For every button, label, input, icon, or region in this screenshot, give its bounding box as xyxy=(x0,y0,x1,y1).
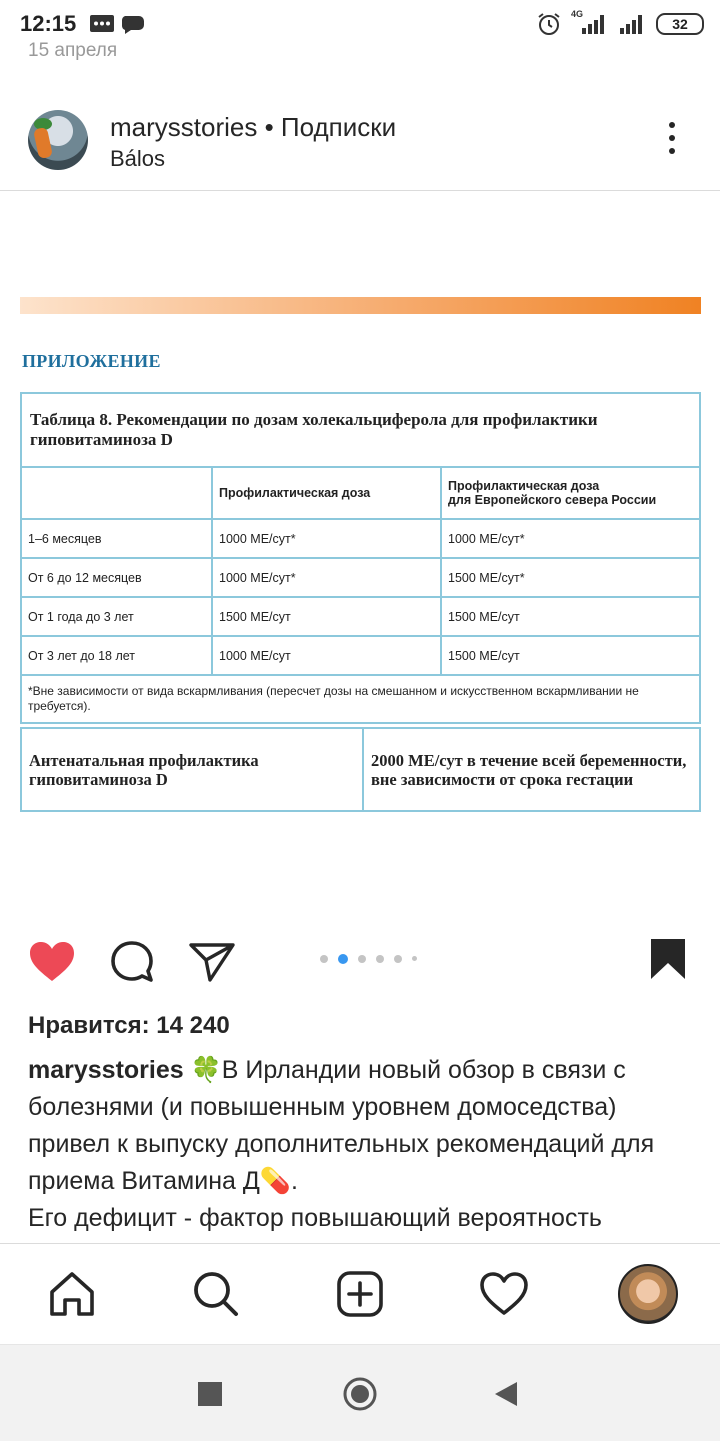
cell-signal-4g xyxy=(570,11,610,37)
author-line xyxy=(110,112,396,143)
notification-icons xyxy=(88,13,144,40)
table-row xyxy=(21,519,700,558)
nav-search-button[interactable] xyxy=(190,1268,242,1320)
comment-button[interactable] xyxy=(108,940,156,984)
nav-activity-button[interactable] xyxy=(478,1268,530,1320)
carousel-dot xyxy=(394,955,402,963)
table-cell: 1500 МЕ/сут xyxy=(212,597,441,636)
save-button[interactable] xyxy=(648,936,688,982)
recents-square-icon[interactable] xyxy=(198,1382,222,1406)
caption-text-line2: Его дефицит - фактор повышающий вероятность xyxy=(28,1204,602,1232)
message-icon xyxy=(88,13,144,35)
caption-username[interactable]: marysstories xyxy=(28,1056,184,1084)
carousel-dot xyxy=(358,955,366,963)
nav-new-post-button[interactable] xyxy=(334,1268,386,1320)
comment-bubble-icon xyxy=(108,940,156,984)
network-type: 4G xyxy=(571,9,584,19)
search-icon xyxy=(190,1268,242,1320)
author-username[interactable]: marysstories xyxy=(110,112,258,142)
table-cell: 1500 МЕ/сут xyxy=(441,636,700,675)
activity-heart-icon xyxy=(478,1268,530,1320)
table-cell: 1500 МЕ/сут xyxy=(441,597,700,636)
table-header-cell: Профилактическая доза для Европейского севера России xyxy=(441,467,700,519)
paper-plane-icon xyxy=(188,940,236,984)
table-cell: 1000 МЕ/сут* xyxy=(212,519,441,558)
table-row xyxy=(21,597,700,636)
share-button[interactable] xyxy=(188,940,236,984)
document-orange-bar xyxy=(20,297,701,314)
battery-indicator: 32 xyxy=(656,13,704,35)
caption-text: В Ирландии новый обзор в связи с болезнями (и повышенным уровнем домоседства) привел к выпуску дополнительных рекомендаций для приема Витамина Д xyxy=(28,1056,655,1195)
table-header-cell: Профилактическая доза xyxy=(212,467,441,519)
antenatal-table xyxy=(20,727,701,812)
bottom-navigation xyxy=(0,1243,720,1344)
table-cell: От 6 до 12 месяцев xyxy=(21,558,212,597)
home-icon xyxy=(46,1268,98,1320)
post-image[interactable] xyxy=(0,191,720,920)
table-cell: От 1 года до 3 лет xyxy=(21,597,212,636)
dosage-table xyxy=(20,392,701,724)
status-right-icons xyxy=(536,10,704,38)
post-location[interactable]: Bálos xyxy=(110,146,166,171)
post-caption xyxy=(28,1052,698,1237)
table-cell: 1500 МЕ/сут* xyxy=(441,558,700,597)
carousel-indicator xyxy=(320,950,427,962)
signal-bars-icon-2 xyxy=(618,11,648,37)
document-appendix-title: ПРИЛОЖЕНИЕ xyxy=(22,351,161,371)
alarm-icon xyxy=(536,11,562,37)
post-header xyxy=(0,94,720,190)
like-button[interactable] xyxy=(28,940,76,984)
caption-text-end: . xyxy=(290,1167,298,1195)
home-circle-icon[interactable] xyxy=(342,1376,378,1412)
table-cell: От 3 лет до 18 лет xyxy=(21,636,212,675)
table-row xyxy=(21,636,700,675)
clover-emoji: 🍀 xyxy=(190,1056,222,1084)
carousel-dot xyxy=(320,955,328,963)
table-header-row xyxy=(21,467,700,519)
more-options-button[interactable] xyxy=(658,122,686,162)
table-cell: 1–6 месяцев xyxy=(21,519,212,558)
nav-profile-avatar[interactable] xyxy=(618,1264,678,1324)
table-cell: 1000 МЕ/сут xyxy=(212,636,441,675)
author-avatar[interactable] xyxy=(28,110,88,170)
following-label: • Подписки xyxy=(264,112,397,142)
carousel-dot xyxy=(376,955,384,963)
table-footnote: *Вне зависимости от вида вскармливания (пересчет дозы на смешанном и искусственном вскармливании не требуется). xyxy=(21,675,700,723)
more-dots-icon xyxy=(669,122,675,128)
antenatal-value: 2000 МЕ/сут в течение всей беременности, вне зависимости от срока гестации xyxy=(363,728,700,811)
table-row xyxy=(21,558,700,597)
carousel-dot-active xyxy=(338,954,348,964)
table-cell: 1000 МЕ/сут* xyxy=(212,558,441,597)
table-header-cell xyxy=(21,467,212,519)
nav-home-button[interactable] xyxy=(46,1268,98,1320)
previous-post-date: 15 апреля xyxy=(28,40,118,61)
status-time: 12:15 xyxy=(20,11,77,36)
system-navigation-bar xyxy=(0,1344,720,1441)
antenatal-label: Антенатальная профилактика гиповитаминоза D xyxy=(21,728,363,811)
heart-filled-icon xyxy=(28,940,76,984)
post-actions xyxy=(0,930,720,994)
table-cell: 1000 МЕ/сут* xyxy=(441,519,700,558)
new-post-icon xyxy=(334,1268,386,1320)
likes-count[interactable]: Нравится: 14 240 xyxy=(28,1012,230,1039)
carousel-dot xyxy=(412,956,417,961)
back-triangle-icon[interactable] xyxy=(493,1380,519,1408)
bookmark-filled-icon xyxy=(648,936,688,982)
pills-emoji: 💊 xyxy=(259,1167,291,1195)
signal-bars-icon xyxy=(570,11,610,37)
table-caption: Таблица 8. Рекомендации по дозам холекальциферола для профилактики гиповитаминоза D xyxy=(21,393,700,467)
